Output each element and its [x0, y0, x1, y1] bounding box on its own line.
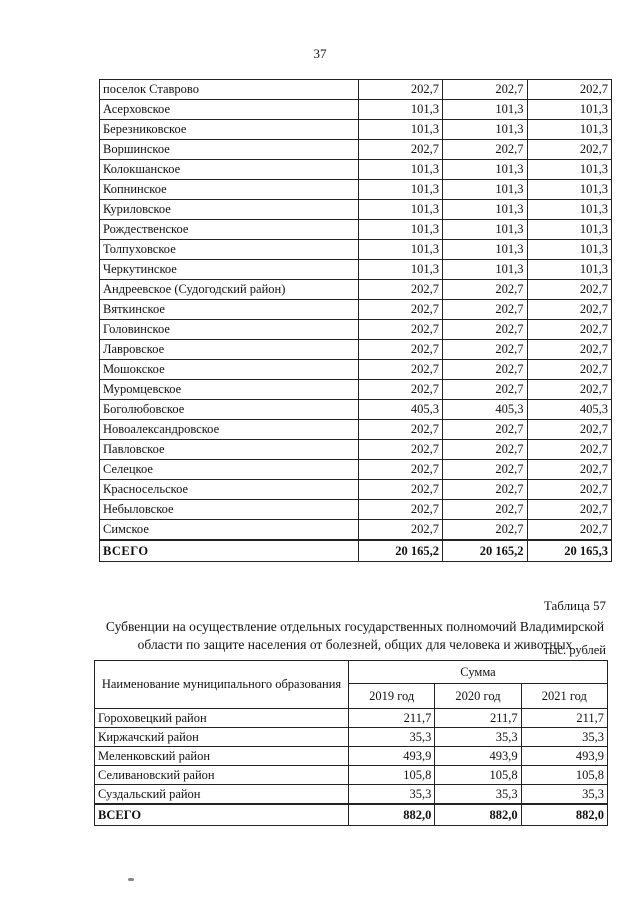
table-row [95, 728, 608, 747]
table-title-line-1: Субвенции на осуществление отдельных государственных полномочий Владимирской [105, 619, 605, 634]
cell-2020: 101,3 [443, 180, 527, 200]
cell-2020: 35,3 [435, 728, 521, 747]
cell-2020: 202,7 [443, 380, 527, 400]
cell-2019: 35,3 [349, 785, 435, 805]
table-row [100, 160, 612, 180]
cell-name: Березниковское [100, 120, 359, 140]
cell-name: ВСЕГО [95, 804, 349, 826]
cell-name: Рождественское [100, 220, 359, 240]
cell-2019: 101,3 [358, 160, 442, 180]
cell-2020: 202,7 [443, 340, 527, 360]
cell-name: Меленковский район [95, 747, 349, 766]
cell-name: Воршинское [100, 140, 359, 160]
table-row [100, 300, 612, 320]
cell-2021: 20 165,3 [527, 540, 612, 562]
cell-name: Небыловское [100, 500, 359, 520]
cell-2021: 211,7 [521, 709, 607, 728]
table-title [95, 618, 615, 654]
cell-2019: 202,7 [358, 460, 442, 480]
cell-2019: 20 165,2 [358, 540, 442, 562]
column-header-sum: Сумма [349, 661, 608, 684]
cell-2019: 202,7 [358, 420, 442, 440]
cell-name: Черкутинское [100, 260, 359, 280]
table-row [100, 80, 612, 100]
units-label: тыс. рублей [543, 643, 606, 657]
cell-2019: 101,3 [358, 220, 442, 240]
table-title-line-2: области по защите населения от болезней, общих для человека и животных [137, 637, 573, 652]
cell-name: поселок Ставрово [100, 80, 359, 100]
cell-2019: 101,3 [358, 240, 442, 260]
cell-2019: 202,7 [358, 380, 442, 400]
cell-2019: 101,3 [358, 260, 442, 280]
cell-2019: 882,0 [349, 804, 435, 826]
cell-name: Суздальский район [95, 785, 349, 805]
cell-2019: 202,7 [358, 320, 442, 340]
table-row [100, 180, 612, 200]
cell-2021: 405,3 [527, 400, 612, 420]
cell-2021: 101,3 [527, 120, 612, 140]
cell-2020: 202,7 [443, 480, 527, 500]
cell-2020: 882,0 [435, 804, 521, 826]
cell-name: Муромцевское [100, 380, 359, 400]
cell-2021: 101,3 [527, 100, 612, 120]
cell-2021: 202,7 [527, 500, 612, 520]
cell-2021: 35,3 [521, 785, 607, 805]
cell-name: Асерховское [100, 100, 359, 120]
cell-2019: 202,7 [358, 340, 442, 360]
cell-name: Боголюбовское [100, 400, 359, 420]
cell-name: Андреевское (Судогодский район) [100, 280, 359, 300]
cell-2019: 493,9 [349, 747, 435, 766]
subsidy-table-57 [94, 660, 608, 826]
cell-2020: 101,3 [443, 160, 527, 180]
column-header-name: Наименование муниципального образования [95, 661, 349, 709]
cell-2019: 105,8 [349, 766, 435, 785]
table-row [100, 400, 612, 420]
table-row [100, 220, 612, 240]
cell-name: Толпуховское [100, 240, 359, 260]
page-number: 37 [313, 46, 327, 61]
scan-artifact [128, 878, 134, 881]
table-row [100, 440, 612, 460]
table-row [95, 747, 608, 766]
total-row [100, 540, 612, 562]
cell-2021: 493,9 [521, 747, 607, 766]
column-header-2019: 2019 год [349, 684, 435, 709]
cell-2020: 105,8 [435, 766, 521, 785]
table-row [100, 140, 612, 160]
cell-2021: 202,7 [527, 360, 612, 380]
cell-2021: 105,8 [521, 766, 607, 785]
table-row [100, 520, 612, 541]
cell-2020: 202,7 [443, 520, 527, 541]
cell-2019: 202,7 [358, 80, 442, 100]
cell-2020: 101,3 [443, 120, 527, 140]
cell-2020: 202,7 [443, 360, 527, 380]
cell-2021: 101,3 [527, 200, 612, 220]
cell-name: Новоалександровское [100, 420, 359, 440]
table-row [95, 785, 608, 805]
cell-2021: 35,3 [521, 728, 607, 747]
cell-2021: 202,7 [527, 320, 612, 340]
cell-2019: 101,3 [358, 100, 442, 120]
cell-2019: 202,7 [358, 500, 442, 520]
table-row [100, 280, 612, 300]
cell-2021: 202,7 [527, 80, 612, 100]
cell-name: Павловское [100, 440, 359, 460]
cell-name: Красносельское [100, 480, 359, 500]
subsidy-table-continued [99, 79, 612, 562]
cell-name: ВСЕГО [100, 540, 359, 562]
cell-2019: 202,7 [358, 360, 442, 380]
cell-2021: 882,0 [521, 804, 607, 826]
cell-2020: 202,7 [443, 280, 527, 300]
cell-2020: 101,3 [443, 260, 527, 280]
cell-2020: 101,3 [443, 220, 527, 240]
cell-2021: 202,7 [527, 380, 612, 400]
cell-2020: 202,7 [443, 420, 527, 440]
cell-2019: 211,7 [349, 709, 435, 728]
cell-name: Вяткинское [100, 300, 359, 320]
cell-2021: 202,7 [527, 140, 612, 160]
cell-2019: 202,7 [358, 480, 442, 500]
cell-2019: 202,7 [358, 300, 442, 320]
cell-2021: 202,7 [527, 280, 612, 300]
table-row [100, 500, 612, 520]
cell-2021: 202,7 [527, 480, 612, 500]
cell-2020: 35,3 [435, 785, 521, 805]
cell-2019: 101,3 [358, 180, 442, 200]
table-row [100, 420, 612, 440]
cell-2020: 202,7 [443, 80, 527, 100]
cell-name: Гороховецкий район [95, 709, 349, 728]
cell-2021: 202,7 [527, 340, 612, 360]
cell-2020: 101,3 [443, 200, 527, 220]
cell-2020: 202,7 [443, 300, 527, 320]
column-header-2020: 2020 год [435, 684, 521, 709]
cell-2021: 101,3 [527, 220, 612, 240]
cell-2020: 202,7 [443, 140, 527, 160]
cell-name: Мошокское [100, 360, 359, 380]
cell-2021: 202,7 [527, 440, 612, 460]
cell-name: Селивановский район [95, 766, 349, 785]
cell-2021: 101,3 [527, 180, 612, 200]
cell-name: Селецкое [100, 460, 359, 480]
cell-2020: 202,7 [443, 460, 527, 480]
cell-name: Головинское [100, 320, 359, 340]
table-row [100, 320, 612, 340]
cell-2020: 20 165,2 [443, 540, 527, 562]
cell-2020: 202,7 [443, 440, 527, 460]
table-row [100, 340, 612, 360]
cell-2019: 202,7 [358, 140, 442, 160]
table-row [100, 380, 612, 400]
cell-name: Колокшанское [100, 160, 359, 180]
cell-2019: 202,7 [358, 280, 442, 300]
cell-2020: 211,7 [435, 709, 521, 728]
total-row [95, 804, 608, 826]
table-label: Таблица 57 [543, 598, 606, 613]
cell-2021: 202,7 [527, 520, 612, 541]
cell-2021: 202,7 [527, 300, 612, 320]
cell-2019: 405,3 [358, 400, 442, 420]
cell-2020: 493,9 [435, 747, 521, 766]
table-row [100, 200, 612, 220]
cell-name: Копнинское [100, 180, 359, 200]
table-row [100, 460, 612, 480]
column-header-2021: 2021 год [521, 684, 607, 709]
cell-2020: 405,3 [443, 400, 527, 420]
cell-2020: 202,7 [443, 320, 527, 340]
table-row [100, 240, 612, 260]
table-row [100, 480, 612, 500]
cell-2021: 101,3 [527, 160, 612, 180]
cell-2019: 202,7 [358, 520, 442, 541]
cell-2019: 101,3 [358, 120, 442, 140]
cell-2021: 202,7 [527, 420, 612, 440]
table-row [100, 120, 612, 140]
table-row [95, 709, 608, 728]
cell-2021: 101,3 [527, 260, 612, 280]
table-row [100, 100, 612, 120]
table-row [100, 360, 612, 380]
cell-name: Киржачский район [95, 728, 349, 747]
cell-2020: 101,3 [443, 100, 527, 120]
cell-name: Симское [100, 520, 359, 541]
cell-2021: 101,3 [527, 240, 612, 260]
table-row [100, 260, 612, 280]
cell-2021: 202,7 [527, 460, 612, 480]
cell-2019: 35,3 [349, 728, 435, 747]
cell-name: Куриловское [100, 200, 359, 220]
cell-2019: 101,3 [358, 200, 442, 220]
cell-2020: 101,3 [443, 240, 527, 260]
cell-2020: 202,7 [443, 500, 527, 520]
table-row [95, 766, 608, 785]
cell-name: Лавровское [100, 340, 359, 360]
cell-2019: 202,7 [358, 440, 442, 460]
